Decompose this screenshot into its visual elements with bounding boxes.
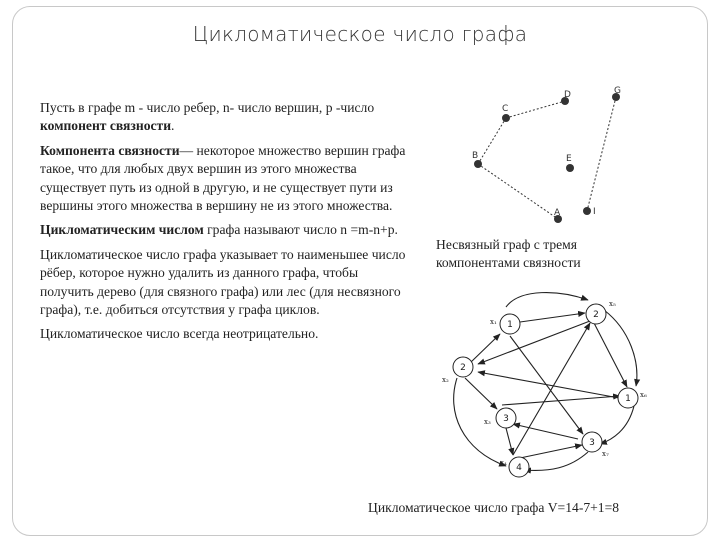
edge-3b-3: [513, 424, 578, 439]
edge-1-2b-curve: [506, 293, 588, 307]
node-x6-number: 1: [625, 394, 631, 404]
edge-3-4: [506, 428, 513, 455]
label-C: C: [502, 104, 509, 114]
node-x2-label: x₂: [442, 376, 449, 384]
term-cyclomatic-number: Цикломатическим числом: [40, 222, 204, 238]
label-G: G: [614, 86, 621, 96]
edge-2-3: [465, 378, 497, 409]
edge-4-2b: [513, 323, 590, 455]
node-x1-label: x₁: [490, 318, 497, 326]
node-x7-number: 3: [589, 438, 595, 448]
paragraph-cyclomatic-definition: Цикломатическим числом графа называют число n =m-n+p.: [40, 222, 398, 238]
paragraph-component-definition: Компонента связности— некоторое множество вершин графа такое, что для любых двух вершин из этого множества существует путь из одной в другую, и не существует пути из вершины этого множества в вершину не из этого множества.: [40, 142, 406, 214]
edge-4-3b: [520, 445, 582, 458]
label-B: B: [472, 151, 479, 161]
label-A: A: [554, 208, 561, 218]
label-E: E: [566, 154, 572, 164]
node-x5-number: 2: [593, 310, 599, 320]
node-x3-label: x₃: [484, 418, 491, 426]
node-x4-label: x₄: [500, 459, 507, 467]
node-x2-number: 2: [460, 363, 466, 373]
node-x4-number: 4: [516, 463, 522, 473]
paragraph-nonnegative: Цикломатическое число всегда неотрицательно.: [40, 326, 319, 342]
node-x3-number: 3: [503, 414, 509, 424]
paragraph-meaning: Цикломатическое число графа указывает то наименьшее число рёбер, которое нужно удалить из данного графа, чтобы получить дерево (для связного графа) или лес (для несвязного графа), т.е. добиться отсутствия у графа циклов.: [40, 246, 406, 318]
edge-2b-2: [478, 321, 590, 364]
node-x5-label: x₅: [609, 300, 616, 308]
paragraph-definitions: Пусть в графе m - число ребер, n- число вершин, p -число компонент связности.: [40, 100, 375, 134]
node-x7-label: x₇: [602, 450, 609, 458]
edge-1b-3b-curve: [600, 406, 634, 444]
term-connected-component: Компонента связности: [40, 142, 180, 158]
edge-2b-1b: [594, 323, 627, 387]
label-D: D: [564, 90, 571, 100]
label-I: I: [593, 207, 596, 217]
node-x1-number: 1: [507, 320, 513, 330]
slide-title: Цикломатическое число графа: [192, 22, 528, 46]
node-x6-label: x₆: [640, 391, 647, 399]
edge-1-2: [520, 313, 585, 322]
graph1-caption: Несвязный граф с тремя компонентами связности: [436, 237, 581, 271]
graph2-caption: Цикломатическое число графа V=14-7+1=8: [368, 500, 620, 515]
term-connected-components: компонент связности: [40, 118, 172, 134]
edge-2-1: [470, 334, 500, 363]
